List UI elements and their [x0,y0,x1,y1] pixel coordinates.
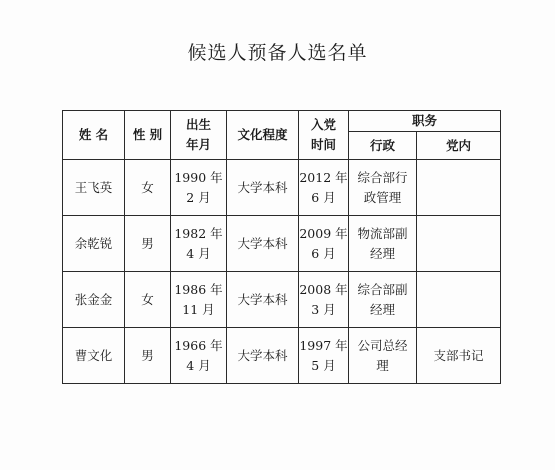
cell-gender: 女 [125,272,171,328]
cell-birth [171,216,227,272]
cell-join-line2: 5 月 [311,357,336,373]
cell-join [299,272,349,328]
cell-join-line1: 2009 年 [299,225,348,241]
header-gender-label: 性 别 [132,127,163,142]
cell-join [299,160,349,216]
cell-name: 王飞英 [63,160,125,216]
cell-name: 张金金 [63,272,125,328]
header-admin [349,132,417,160]
cell-join [299,328,349,384]
header-name [63,111,125,160]
table-row [63,328,501,384]
cell-party [417,272,501,328]
cell-birth-line1: 1986 年 [174,281,223,297]
table-row [63,216,501,272]
cell-admin-line1: 公司总经 [357,337,408,353]
cell-birth-line1: 1982 年 [174,225,223,241]
cell-join-line2: 3 月 [311,301,336,317]
header-join-line2: 时间 [310,137,336,152]
cell-birth-line2: 4 月 [186,357,211,373]
header-name-label: 姓 名 [78,127,109,142]
cell-join-line2: 6 月 [311,189,336,205]
header-duties-label: 职务 [412,113,438,128]
header-birth [171,111,227,160]
header-party [417,132,501,160]
cell-party: 支部书记 [417,328,501,384]
header-admin-label: 行政 [369,137,395,153]
cell-join-line1: 2012 年 [299,169,348,185]
header-join [299,111,349,160]
cell-education: 大学本科 [227,328,299,384]
cell-name: 余乾锐 [63,216,125,272]
cell-join-line1: 2008 年 [299,281,348,297]
cell-education: 大学本科 [227,216,299,272]
cell-admin-line1: 物流部副 [357,225,408,241]
cell-birth-line2: 11 月 [182,301,215,317]
cell-birth-line1: 1990 年 [174,169,223,185]
cell-admin-line1: 综合部副 [357,281,408,297]
cell-admin-line2: 政管理 [363,189,402,205]
header-birth-line2: 年月 [185,137,211,152]
cell-join-line2: 6 月 [311,245,336,261]
table-row [63,272,501,328]
table-row [63,160,501,216]
cell-join [299,216,349,272]
document-title: 候选人预备人选名单 [187,42,368,64]
cell-admin [349,272,417,328]
header-gender [125,111,171,160]
cell-birth [171,328,227,384]
header-education-label: 文化程度 [237,127,288,142]
header-join-line1: 入党 [310,117,336,132]
header-party-label: 党内 [446,137,472,153]
header-duties [349,111,501,132]
cell-party [417,160,501,216]
cell-admin-line2: 经理 [369,245,395,261]
cell-admin [349,160,417,216]
cell-gender: 男 [125,216,171,272]
cell-admin-line2: 经理 [369,301,395,317]
cell-party [417,216,501,272]
cell-education: 大学本科 [227,160,299,216]
cell-name: 曹文化 [63,328,125,384]
cell-education: 大学本科 [227,272,299,328]
candidate-table [62,110,501,384]
cell-gender: 女 [125,160,171,216]
cell-admin [349,328,417,384]
cell-birth [171,272,227,328]
header-education [227,111,299,160]
cell-birth [171,160,227,216]
cell-gender: 男 [125,328,171,384]
cell-admin-line1: 综合部行 [357,169,408,185]
cell-join-line1: 1997 年 [299,337,348,353]
cell-admin-line2: 理 [376,357,389,373]
cell-birth-line2: 2 月 [186,189,211,205]
cell-birth-line2: 4 月 [186,245,211,261]
header-birth-line1: 出生 [185,117,211,132]
cell-admin [349,216,417,272]
cell-birth-line1: 1966 年 [174,337,223,353]
